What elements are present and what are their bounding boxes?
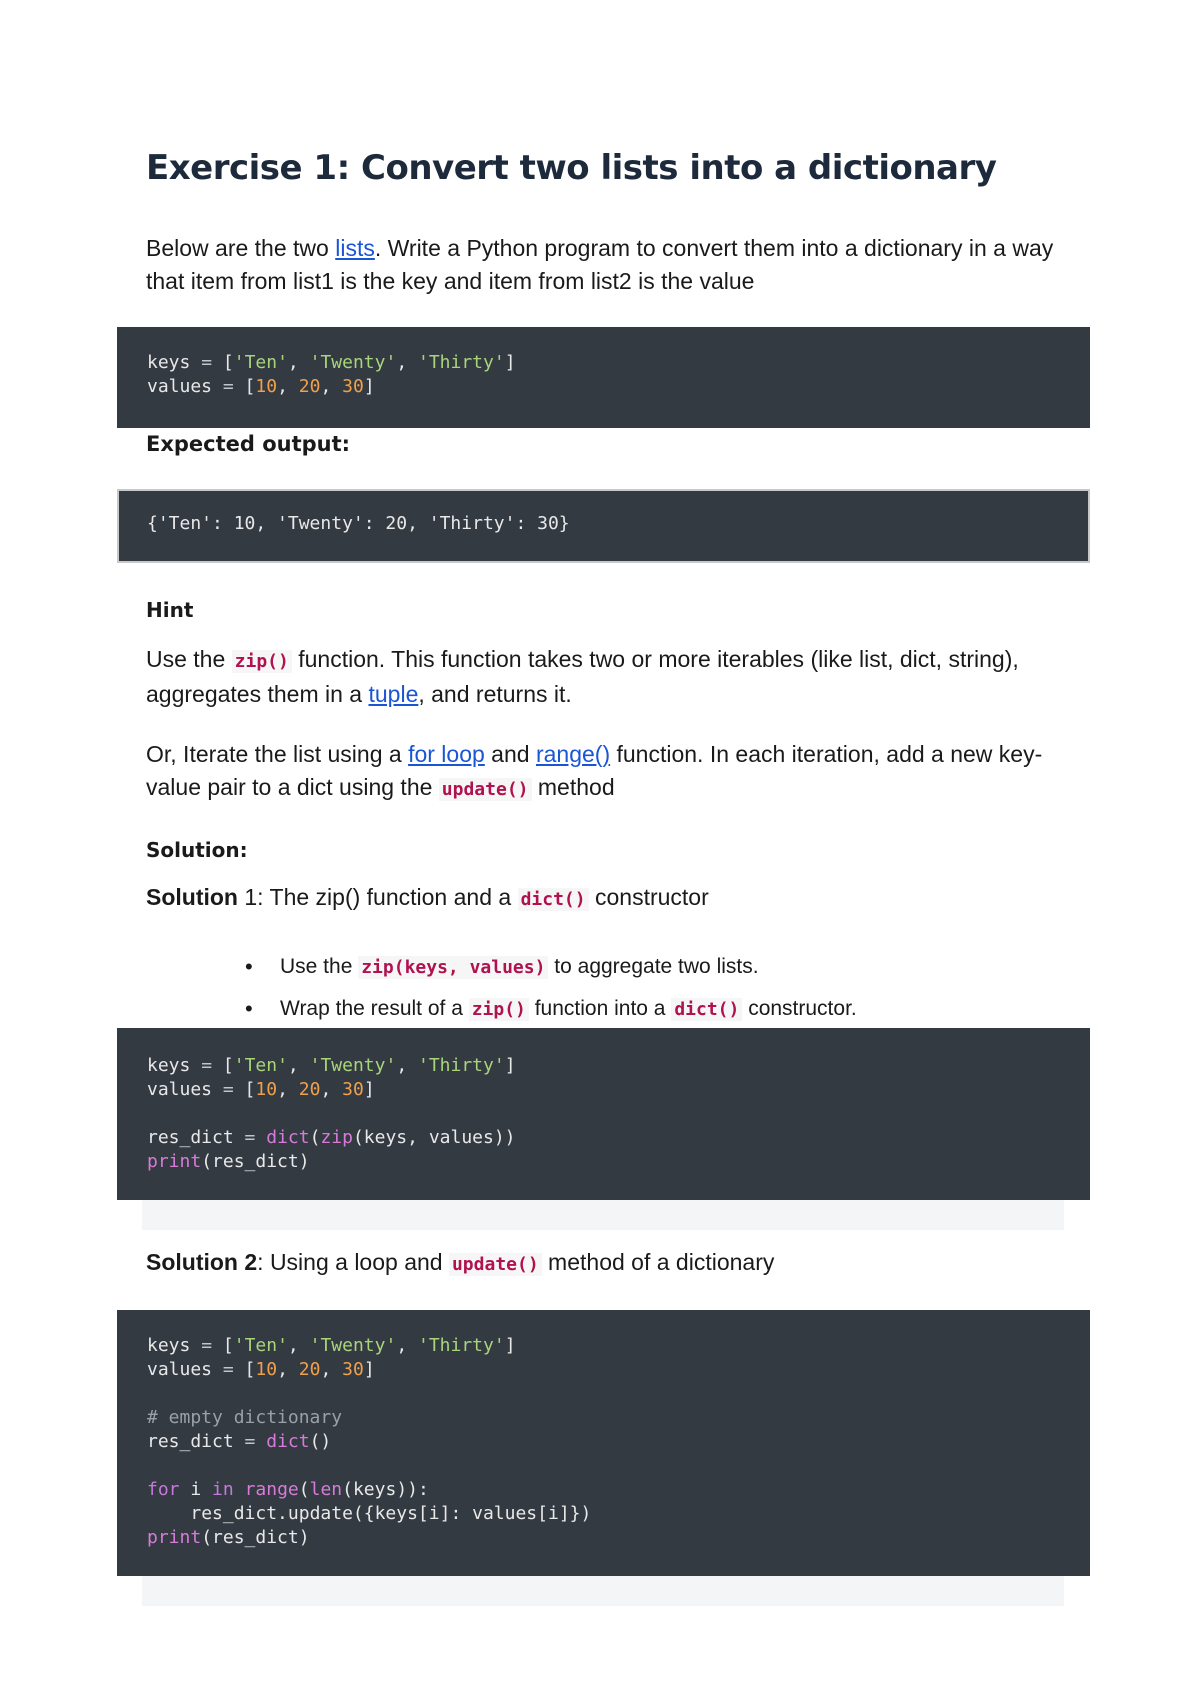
- zip-code: zip(): [232, 650, 292, 673]
- expected-output-block: [117, 489, 1090, 563]
- solution-label: Solution:: [146, 838, 248, 862]
- list-item: • Use the zip(keys, values) to aggregate two lists.: [230, 946, 857, 988]
- solution-1-bullets: [230, 946, 857, 1030]
- solution-2-code-block: [117, 1310, 1090, 1576]
- range-link[interactable]: range(): [535, 741, 611, 767]
- expected-output-code: {'Ten': 10, 'Twenty': 20, 'Thirty': 30}: [147, 513, 570, 534]
- solution-1-code-block: [117, 1028, 1090, 1200]
- tuple-link[interactable]: tuple: [368, 681, 419, 707]
- solution-1-code: keys = ['Ten', 'Twenty', 'Thirty'] values = [10, 20, 30] res_dict = dict(zip(keys, values)) print(res_dict): [147, 1055, 516, 1172]
- input-code-block: [117, 327, 1090, 428]
- code-block-shadow: [142, 1200, 1064, 1230]
- solution-1-heading: Solution 1: The zip() function and a dict() constructor: [146, 884, 709, 910]
- dict-code: dict(): [518, 888, 589, 911]
- for-loop-link[interactable]: for loop: [408, 741, 485, 767]
- hint-label: Hint: [146, 598, 194, 622]
- hint-paragraph-2: Or, Iterate the list using a for loop and range() function. In each iteration, add a new key-value pair to a dict using the update() method: [146, 741, 1043, 800]
- input-code: keys = ['Ten', 'Twenty', 'Thirty'] values = [10, 20, 30]: [147, 352, 516, 397]
- intro-paragraph: Below are the two lists. Write a Python program to convert them into a dictionary in a way that item from list1 is the key and item from list2 is the value: [146, 235, 1054, 294]
- expected-output-label: Expected output:: [146, 432, 351, 456]
- hint-paragraph-1: Use the zip() function. This function takes two or more iterables (like list, dict, string), aggregates them in a tuple, and returns it.: [146, 646, 1019, 707]
- page-title: Exercise 1: Convert two lists into a dictionary: [146, 148, 997, 188]
- update-code: update(): [449, 1253, 542, 1276]
- solution-2-code: keys = ['Ten', 'Twenty', 'Thirty'] values = [10, 20, 30] # empty dictionary res_dict = dict() for i in range(len(keys)): res_dict.update({keys[i]: values[i]}) print(res_dict): [147, 1335, 592, 1548]
- list-item: • Wrap the result of a zip() function into a dict() constructor.: [230, 988, 857, 1030]
- solution-2-heading: Solution 2: Using a loop and update() method of a dictionary: [146, 1249, 775, 1275]
- update-code: update(): [439, 778, 532, 801]
- code-block-shadow: [142, 1576, 1064, 1606]
- lists-link[interactable]: lists: [335, 235, 375, 261]
